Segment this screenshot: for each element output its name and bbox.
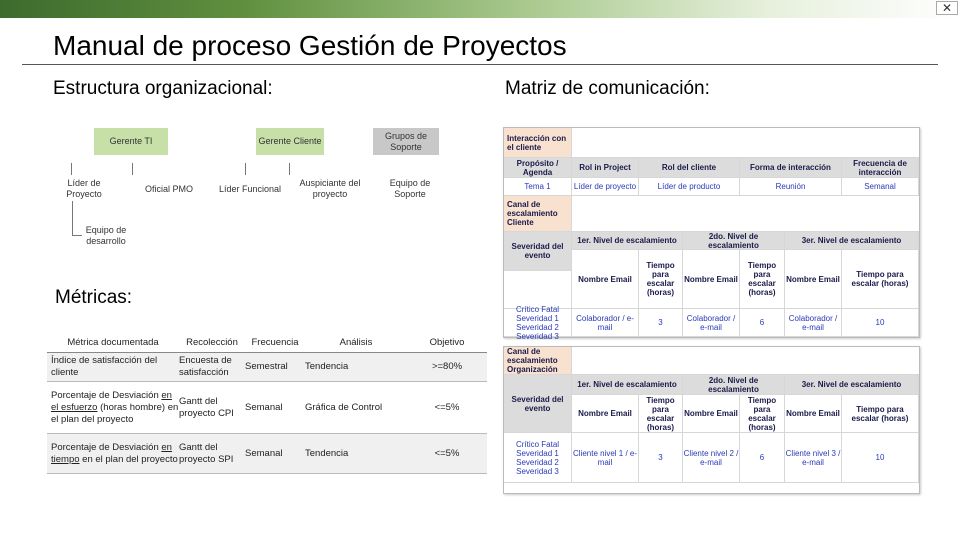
severity-list: Crítico Fatal Severidad 1 Severidad 2 Severidad 3 — [504, 309, 572, 337]
close-icon[interactable]: ✕ — [936, 1, 958, 15]
title-rule — [22, 64, 938, 65]
org-node-lider-funcional: Líder Funcional — [218, 183, 282, 194]
org-node-equipo-soporte: Equipo de Soporte — [389, 178, 431, 199]
col-frecuencia: Frecuencia de interacción — [842, 158, 919, 178]
sub-tiempo: Tiempo para escalar (horas) — [842, 395, 919, 433]
title-bar-gradient — [0, 0, 960, 18]
metric-text-a: Porcentaje de Desviación — [51, 441, 162, 453]
value-l3-time: 10 — [842, 309, 919, 337]
escalation-title: Canal de escalamiento Organización — [504, 347, 572, 375]
sub-tiempo: Tiempo para escalar (horas) — [639, 395, 683, 433]
metric-text: Índice de satisfacción del cliente — [51, 355, 158, 378]
interaction-title: Interacción con el cliente — [504, 128, 572, 158]
blank-cell — [572, 196, 919, 232]
col-forma-interaccion: Forma de interacción — [740, 158, 842, 178]
metric-text-b: (horas hombre) en el plan del proyecto — [51, 401, 179, 425]
metric-target: <=5% — [434, 401, 460, 413]
severity-list: Crítico Fatal Severidad 1 Severidad 2 Severidad 3 — [504, 433, 572, 483]
org-node-gerente-ti: Gerente TI — [94, 128, 168, 155]
col-rol-project: Rol in Project — [572, 158, 639, 178]
org-section-title: Estructura organizacional: — [53, 78, 273, 99]
value-l2-time: 6 — [740, 309, 785, 337]
value-l1-time: 3 — [639, 433, 683, 483]
sub-tiempo: Tiempo para escalar (horas) — [740, 395, 785, 433]
metric-analysis: Tendencia — [305, 361, 349, 372]
value-l3-name: Cliente nivel 3 / e-mail — [785, 433, 842, 483]
metric-target: <=5% — [434, 447, 460, 459]
metric-collection: Gantt del proyecto SPI — [179, 441, 234, 465]
metric-text-underlined: en el esfuerzo — [51, 389, 172, 413]
header-analisis: Análisis — [339, 336, 373, 348]
metric-frequency: Semestral — [245, 361, 288, 372]
org-connector — [72, 201, 73, 236]
metric-text-a: Porcentaje de Desviación — [51, 389, 162, 401]
page-title: Manual de proceso Gestión de Proyectos — [53, 30, 567, 61]
org-connector — [72, 235, 82, 236]
sub-tiempo: Tiempo para escalar (horas) — [842, 250, 919, 309]
col-proposito: Propósito / Agenda — [504, 158, 572, 178]
level-2-header: 2do. Nivel de escalamiento — [683, 375, 785, 395]
metric-text — [51, 442, 179, 466]
table-row — [47, 434, 487, 474]
org-connector — [289, 163, 290, 175]
escalation-title: Canal de escalamiento Cliente — [504, 196, 572, 232]
severity-header: Severidad del evento — [504, 232, 572, 271]
sub-tiempo: Tiempo para escalar (horas) — [740, 250, 785, 309]
col-rol-cliente: Rol del cliente — [639, 158, 740, 178]
value-l1-name: Cliente nivel 1 / e-mail — [572, 433, 639, 483]
matrix-organization-panel — [503, 346, 920, 494]
value-l2-name: Cliente nivel 2 / e-mail — [683, 433, 740, 483]
metric-name — [47, 382, 179, 433]
org-node-equipo-desarrollo: Equipo de desarrollo — [85, 225, 127, 246]
severity-header: Severidad del evento — [504, 375, 572, 433]
matrix-client-grid — [504, 128, 919, 341]
header-frecuencia: Frecuencia — [251, 336, 299, 348]
org-node-auspiciante: Auspiciante del proyecto — [299, 178, 361, 199]
metric-analysis: Gráfica de Control — [305, 401, 383, 413]
org-connector — [71, 163, 72, 175]
org-node-lider-proyecto: Líder de Proyecto — [66, 178, 102, 199]
metrics-table — [47, 333, 487, 474]
value-l1-name: Colaborador / e-mail — [572, 309, 639, 337]
header-metrica: Métrica documentada — [67, 336, 159, 348]
sub-nombre-email: Nombre Email — [785, 250, 842, 309]
org-node-grupos-soporte: Grupos de Soporte — [373, 128, 439, 155]
value-l3-time: 10 — [842, 433, 919, 483]
sub-nombre-email: Nombre Email — [683, 395, 740, 433]
value-l3-name: Colaborador / e-mail — [785, 309, 842, 337]
metric-name — [47, 434, 179, 473]
sub-nombre-email: Nombre Email — [572, 250, 639, 309]
metrics-section-title: Métricas: — [55, 287, 133, 308]
metric-name — [47, 353, 179, 381]
org-node-gerente-cliente: Gerente Cliente — [256, 128, 324, 155]
org-connector — [132, 163, 133, 175]
level-1-header: 1er. Nivel de escalamiento — [572, 375, 683, 395]
metric-target: >=80% — [431, 361, 463, 372]
org-node-oficial-pmo: Oficial PMO — [144, 183, 193, 194]
level-1-header: 1er. Nivel de escalamiento — [572, 232, 683, 250]
blank-cell — [572, 128, 919, 158]
blank-cell — [504, 271, 572, 309]
metric-frequency: Semanal — [245, 447, 283, 459]
metric-text-b: en el plan del proyecto — [79, 453, 178, 465]
metric-collection: Encuesta de satisfacción — [179, 355, 232, 378]
sub-nombre-email: Nombre Email — [683, 250, 740, 309]
header-objetivo: Objetivo — [429, 336, 465, 348]
header-recoleccion: Recolección — [186, 336, 238, 348]
table-row — [47, 382, 487, 434]
org-connector — [245, 163, 246, 175]
level-3-header: 3er. Nivel de escalamiento — [785, 375, 919, 395]
cell-tema: Tema 1 — [504, 178, 572, 196]
matrix-section-title: Matriz de comunicación: — [505, 78, 710, 99]
cell-reunion: Reunión — [740, 178, 842, 196]
cell-semanal: Semanal — [842, 178, 919, 196]
metric-collection: Gantt del proyecto CPI — [179, 395, 234, 419]
value-l2-time: 6 — [740, 433, 785, 483]
metric-analysis: Tendencia — [305, 447, 349, 459]
value-l2-name: Colaborador / e-mail — [683, 309, 740, 337]
metric-text-underlined: en tiempo — [51, 441, 172, 465]
metric-frequency: Semanal — [245, 401, 283, 413]
metric-text — [51, 390, 179, 426]
sub-nombre-email: Nombre Email — [785, 395, 842, 433]
matrix-organization-grid — [504, 347, 919, 483]
matrix-client-panel — [503, 127, 920, 341]
sub-nombre-email: Nombre Email — [572, 395, 639, 433]
cell-lider-proyecto: Líder de proyecto — [572, 178, 639, 196]
level-3-header: 3er. Nivel de escalamiento — [785, 232, 919, 250]
sub-tiempo: Tiempo para escalar (horas) — [639, 250, 683, 309]
table-row — [47, 353, 487, 382]
metrics-table-header — [47, 333, 487, 353]
blank-cell — [572, 347, 919, 375]
cell-lider-producto: Líder de producto — [639, 178, 740, 196]
value-l1-time: 3 — [639, 309, 683, 337]
level-2-header: 2do. Nivel de escalamiento — [683, 232, 785, 250]
